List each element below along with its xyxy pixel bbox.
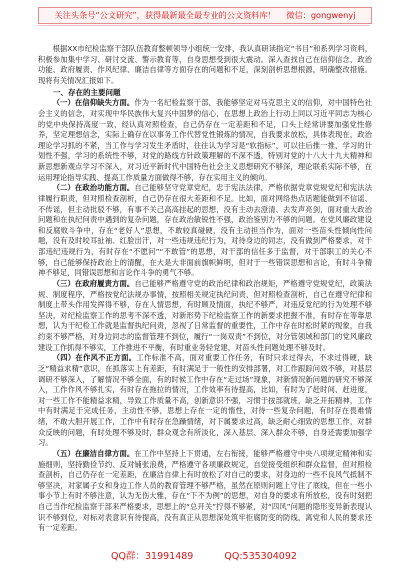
banner-follow-text: 关注头条号“公文研究”，获得最新最全最专业的公文资料库！ [54,10,276,20]
lead-integrity: （五）在廉洁自律方面。 [52,448,135,458]
banner-wechat-text: 微信：gongwenyj [286,10,356,20]
header-rule [38,25,370,26]
body-politics: 自己能够坚守党章党纪，忠于宪法法律，严格依据党章党规党纪和宪法法律履行职责，但对照检查剖析，自己仍存在很大差距和不足。比如，面对网络热点话题能做到不信谣、不传谣，但主动批驳不够，有事不关己高高挂起的思想，没有主动去澄清、去发声亮剑，面对重大政治问题和在执纪问责中遇到的复杂问题，存在政治敏锐性不强，政治鉴别力不够的问题。在党风廉政建设和反腐败斗争中，存在“老好人”思想，不敢较真碰硬，没有主动担当作为，面对一些苗头性倾向性问题，没有及时咬耳扯袖、红脸出汗，对一些违规违纪行为，对待身边的同志，没有做到严格要求，对干部违纪违规行为，有时存在“不愿问”“不敢管”的思想，对干部的信任多于监督，对干部职工的关心不够，自己能够保持政治上的清醒，在大是大非面前旗帜鲜明，但对于一些错误思想和言论，有时斗争精神不够足，同错误思想和言论作斗争的勇气不够。 [38,183,372,278]
lead-politics: （二）在政治功能方面。 [52,183,135,193]
intro-paragraph: 根据XX市纪检监察干部队伍教育整顿领导小组统一安排，我认真研读指定“书目”和系列学习资料，积极参加集中学习、研讨交流、警示教育等，自身思想受到很大震动。深入查找自己在信仰信念、政治功能、政府履责、作风纪律、廉洁自律等方面存在的问题和不足，深刻剖析思想根源，明确整改措施。现将有关情况汇报如下。 [38,44,372,85]
banner-separator [278,10,283,20]
document-body [38,44,372,542]
paragraph-politics [38,183,372,279]
contact-footer [38,549,370,565]
body-integrity: 在工作中坚持上下贯通，左右衔接，能够严格遵守中央八项规定精神和实施细则，坚持勤俭节约、反对铺张浪费，严格遵守各项廉政规定，自觉接受组织和群众监督，但对照检查剖析，自己仍存在一定差距，在廉洁自律上有时放松了对自己的要求，对身边的一些不良风气抵制不够坚决，对家属子女和身边工作人员的教育管理不够严格，虽然在原则问题上守住了底线，但在一些小事小节上有时不够注意，认为无伤大雅，存在“下不为例”的思想，对自身的要求有所放松，没有时刻把自己当作纪检监察干部来严格要求，思想上的“总开关”拧得不够紧，对“四风”问题的隐形变异新表现认识不够到位，对标对表意识有待提高，没有真正从思想深处筑牢拒腐防变的防线，离党和人民的要求还有一定差距。 [38,448,372,533]
body-style: 工作标准不高，面对重要工作任务，有时只求过得去，不求过得硬，缺乏“精益求精”意识，在抓落实上有差距，有时满足于一般性的安排部署，对工作跟踪问效不够，对基层调研不够深入，了解情况不够全面，有的时候工作中存在“走过场”现象，对新情况新问题的研究不够深入，工作作风不够扎实，有时存在拖拉的情况，工作效率有待提高，比如，有时为了赶时间、赶进度，对一些工作不能精益求精，导致工作质量不高，创新意识不强，习惯于按部就班，缺乏开拓精神，工作中有时满足于完成任务，主动性不够，思想上存在一定的惰性，对待一些复杂问题，有时存在畏难情绪，不敢大胆开展工作，工作中有时存在急躁情绪，对下属要求过高，缺乏耐心细致的思想工作，对群众反映的问题，有时处理不够及时，群众观念有所淡化，深入基层、深入群众不够，自身还需要加强学习。 [38,353,372,448]
section-title-problems: 一、存在的主要问题 [53,87,121,97]
paragraph-belief [38,98,372,183]
footer-qq: QQ:535304092 [224,551,297,562]
paragraph-integrity [38,449,372,534]
lead-duty: （三）在政府履责方面。 [52,278,135,288]
paragraph-duty [38,279,372,353]
footer-qq-group: QQ群：31991489 [111,551,194,562]
promo-banner [38,7,372,24]
lead-style: （四）在作风不正方面。 [52,353,137,363]
body-duty: 自己能够严格遵守党的政治纪律和政治规矩，严格遵守党规党纪，政策法规、制度程序，严格按党纪法规办事情，按照相关规定执纪问责，但对照检查剖析，自己在遵守纪律和制度上带头作用发挥得不够，存在人情思想，有时顾及情面，执纪不够严，对违反党纪的行为处理不够坚决，对纪检监察工作的思考不深不透，对新形势下纪检监察工作的新要求把握不准，有时存在等靠思想，认为干纪检工作就是监督执纪问责，忽视了日常监督的重要性，工作中存在时松时紧的现象，自我约束不够严格，对身边同志的监督管理不到位，履行“一岗双责”不到位，对分管领域和部门的党风廉政建设工作抓得不够实，工作推进不平衡，有时重业务轻党建，对苗头性问题处理不够及时。 [38,278,372,352]
paragraph-style [38,353,372,449]
body-belief: 作为一名纪检监察干部，我能够坚定对马克思主义的信仰，对中国特色社会主义的信念，对实现中华民族伟大复兴中国梦的信心，在思想上政治上行动上同以习近平同志为核心的党中央保持高度一致，经认真对照检查，自己仍存在一定差距和不足，口头上经常讲要加强党性修养，坚定理想信念，实际上确存在以事务工作代替党性锻炼的情况，自我要求放松，具体表现在，政治理论学习抓的不紧，当工作与学习发生矛盾时，往往认为学习是“软指标”，可以往后推一推，学习的计划性不强，学习的系统性不够，对党的路线方针政策理解的不深不透，特别对党的十八大十九大精神和新思想新观点学习不深入，对习近平新时代中国特色社会主义思想研究不够深，理论联系实际不够，在运用理论指导实践、提高工作质量方面做得不够，存在实用主义的倾向。 [38,98,372,182]
lead-belief: （一）在信仰缺失方面。 [52,98,135,108]
